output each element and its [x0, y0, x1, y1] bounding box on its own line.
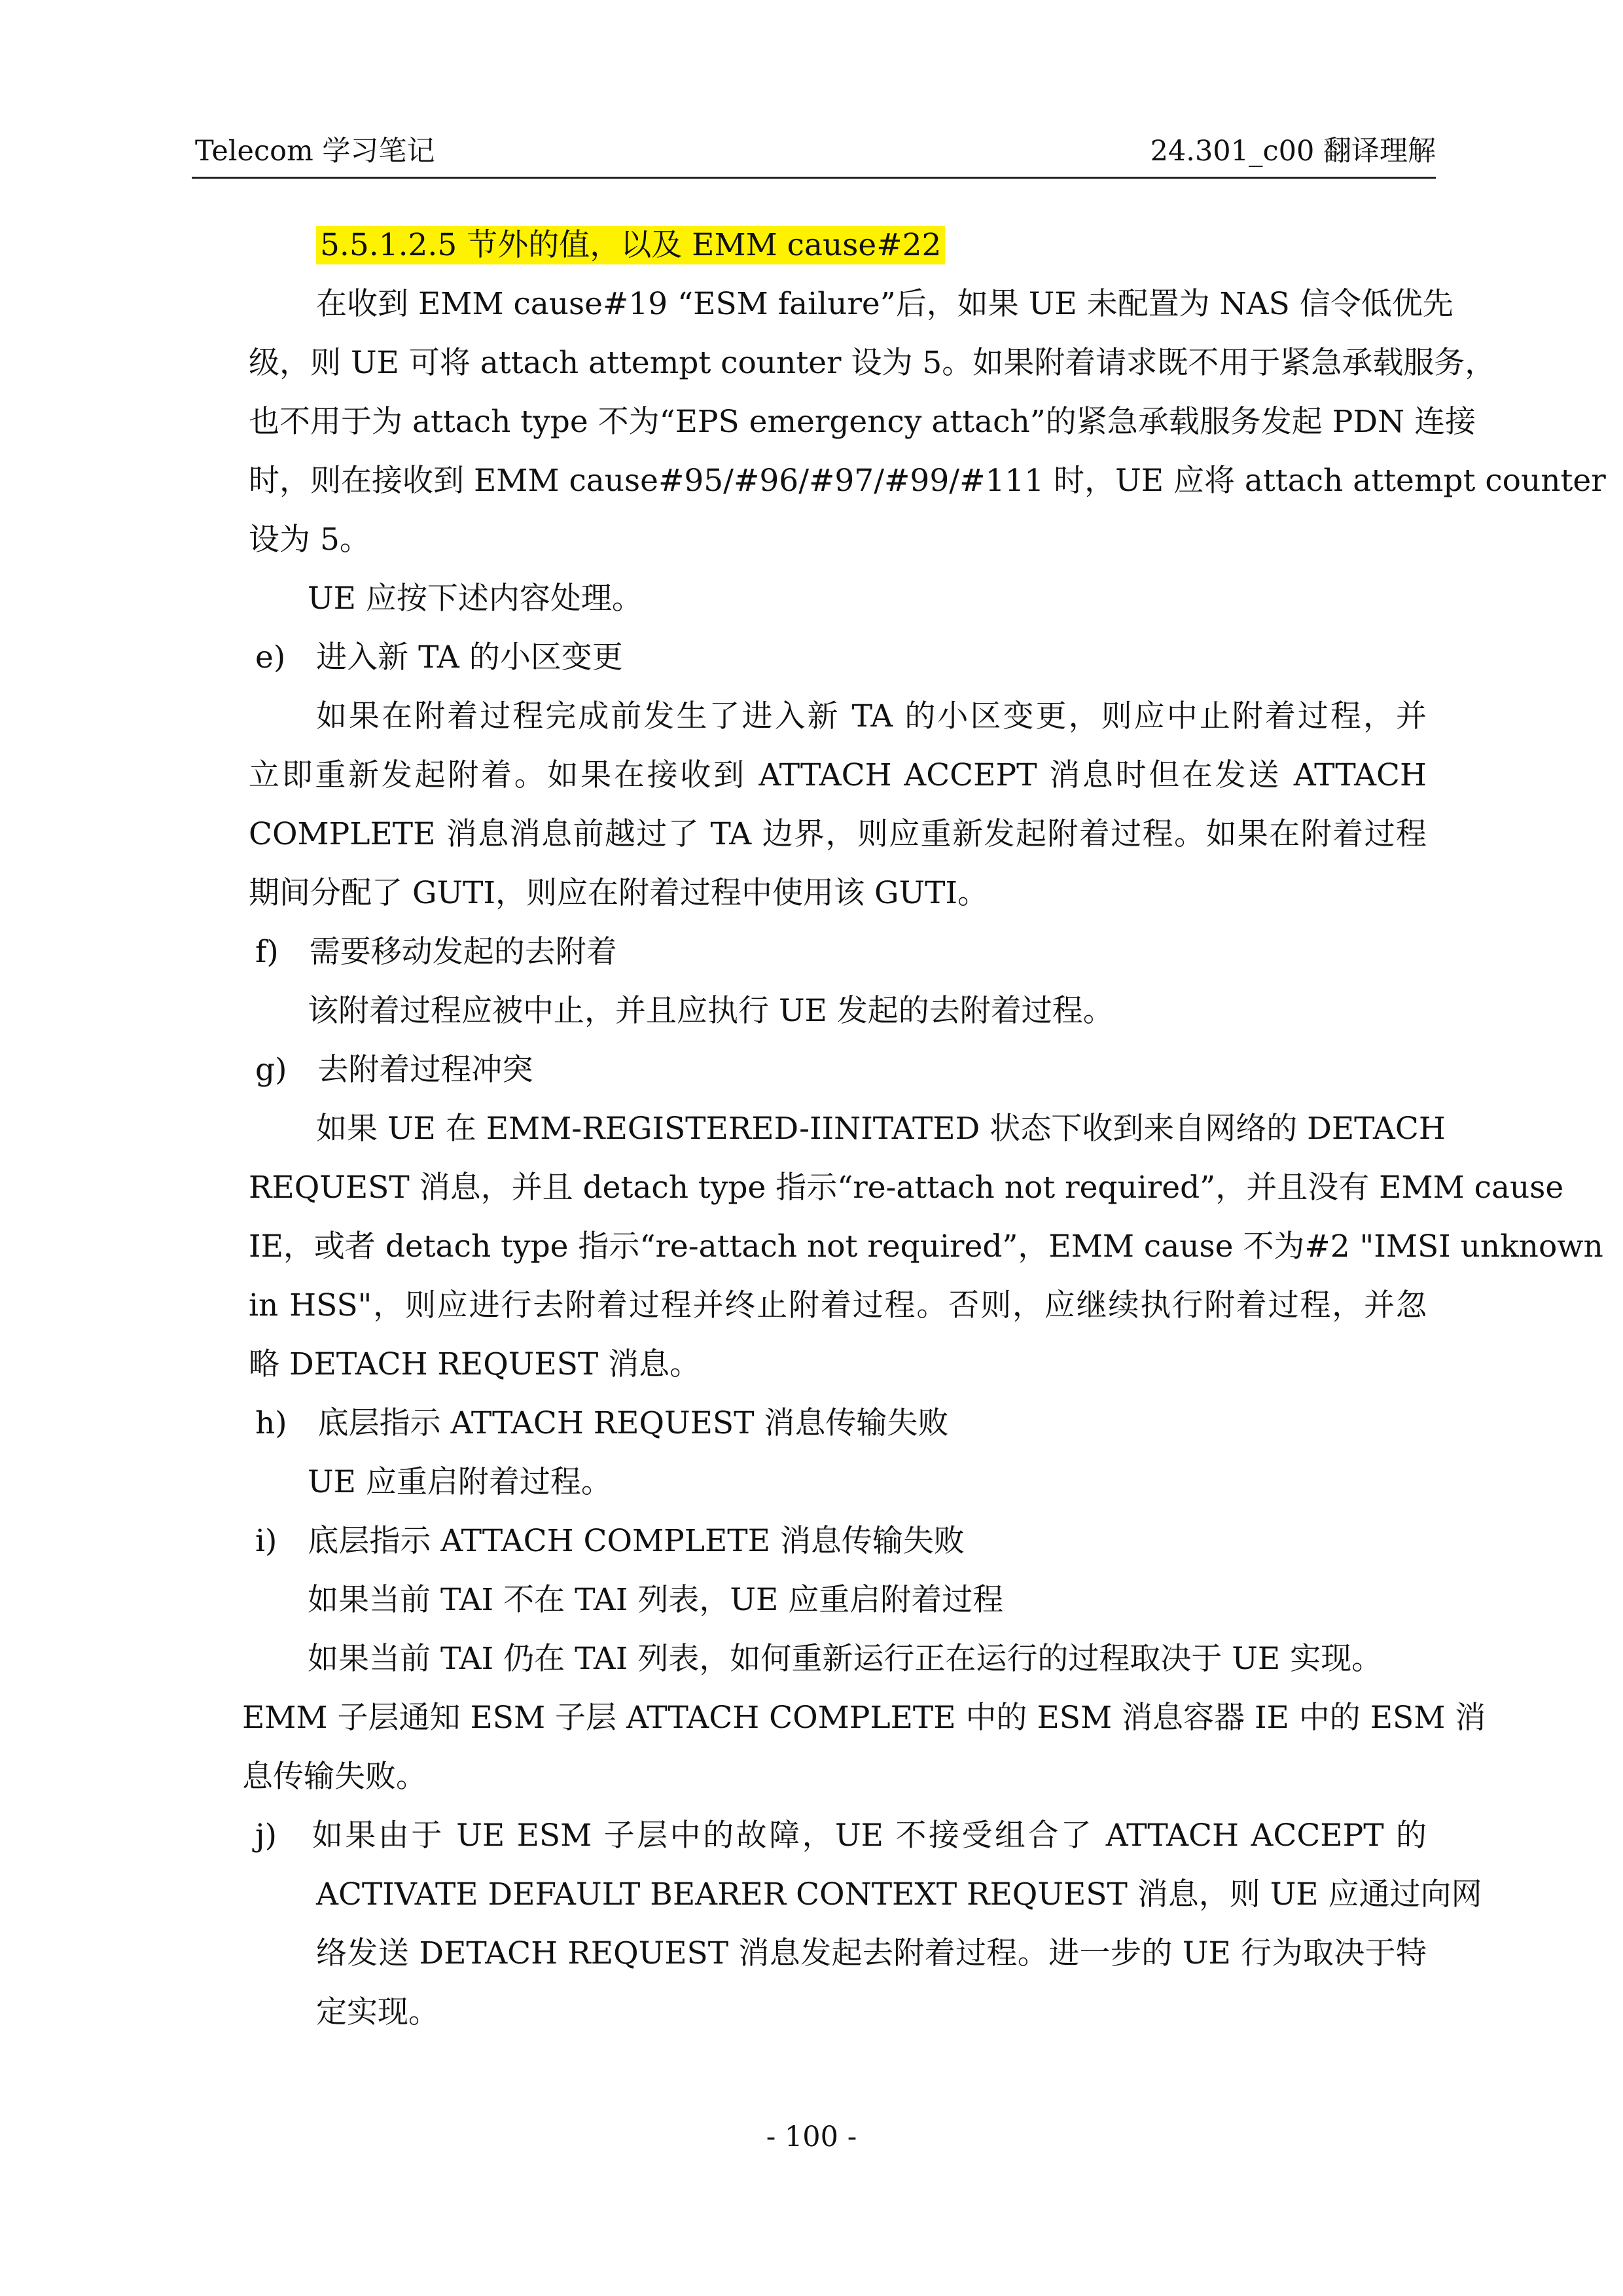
text-line: in HSS"，则应进行去附着过程并终止附着过程。否则，应继续执行附着过程，并忽 [249, 1287, 1427, 1323]
text-line: 立即重新发起附着。如果在接收到 ATTACH ACCEPT 消息时但在发送 ATTACH [249, 757, 1427, 793]
text-line: UE 应按下述内容处理。 [308, 581, 643, 617]
list-item-e: e) 进入新 TA 的小区变更 [255, 639, 623, 675]
text-line: 略 DETACH REQUEST 消息。 [249, 1346, 701, 1382]
text-line [316, 219, 945, 272]
list-item-h: h) 底层指示 ATTACH REQUEST 消息传输失败 [255, 1405, 949, 1441]
list-item-j: j) 如果由于 UE ESM 子层中的故障，UE 不接受组合了 ATTACH ACCEPT 的 [255, 1818, 1427, 1854]
text-line: 如果在附着过程完成前发生了进入新 TA 的小区变更，则应中止附着过程，并 [316, 698, 1427, 734]
text-line: COMPLETE 消息消息前越过了 TA 边界，则应重新发起附着过程。如果在附着过程 [249, 816, 1427, 852]
text-line: 如果 UE 在 EMM-REGISTERED-IINITATED 状态下收到来自网络的 DETACH [316, 1111, 1446, 1147]
page-header-right: 24.301_c00 翻译理解 [1150, 135, 1436, 168]
text-line: 络发送 DETACH REQUEST 消息发起去附着过程。进一步的 UE 行为取决于特 [316, 1935, 1427, 1971]
text-line: ACTIVATE DEFAULT BEARER CONTEXT REQUEST 消息，则 UE 应通过向网 [316, 1876, 1482, 1912]
text-line: 期间分配了 GUTI，则应在附着过程中使用该 GUTI。 [249, 875, 989, 911]
page-header-left: Telecom 学习笔记 [195, 135, 435, 168]
header-rule [192, 177, 1436, 179]
text-line: 息传输失败。 [242, 1759, 427, 1795]
text-line: UE 应重启附着过程。 [308, 1464, 612, 1500]
text-line: 定实现。 [316, 1994, 439, 2030]
text-line: EMM 子层通知 ESM 子层 ATTACH COMPLETE 中的 ESM 消息容器 IE 中的 ESM 消 [242, 1700, 1486, 1736]
text-line: 该附着过程应被中止，并且应执行 UE 发起的去附着过程。 [308, 993, 1114, 1029]
list-item-i: i) 底层指示 ATTACH COMPLETE 消息传输失败 [255, 1523, 965, 1559]
list-item-g: g) 去附着过程冲突 [255, 1052, 533, 1088]
list-item-f: f) 需要移动发起的去附着 [255, 934, 617, 970]
text-line: 在收到 EMM cause#19 “ESM failure”后，如果 UE 未配置为 NAS 信令低优先 [316, 286, 1454, 322]
page-number: - 100 - [766, 2121, 857, 2153]
text-line: 如果当前 TAI 仍在 TAI 列表，如何重新运行正在运行的过程取决于 UE 实现。 [308, 1641, 1383, 1677]
text-line: IE，或者 detach type 指示“re-attach not required”，EMM cause 不为#2 "IMSI unknown [249, 1229, 1603, 1265]
text-line: 设为 5。 [249, 522, 370, 558]
highlighted-section-ref: 5.5.1.2.5 节外的值，以及 EMM cause#22 [316, 226, 945, 264]
text-line: 如果当前 TAI 不在 TAI 列表，UE 应重启附着过程 [308, 1582, 1004, 1618]
text-line: 级，则 UE 可将 attach attempt counter 设为 5。如果附着请求既不用于紧急承载服务， [249, 345, 1496, 381]
text-line: 也不用于为 attach type 不为“EPS emergency attach”的紧急承载服务发起 PDN 连接 [249, 404, 1476, 440]
text-line: 时，则在接收到 EMM cause#95/#96/#97/#99/#111 时，UE 应将 attach attempt counter [249, 463, 1606, 499]
text-line: REQUEST 消息，并且 detach type 指示“re-attach not required”，并且没有 EMM cause [249, 1170, 1564, 1206]
